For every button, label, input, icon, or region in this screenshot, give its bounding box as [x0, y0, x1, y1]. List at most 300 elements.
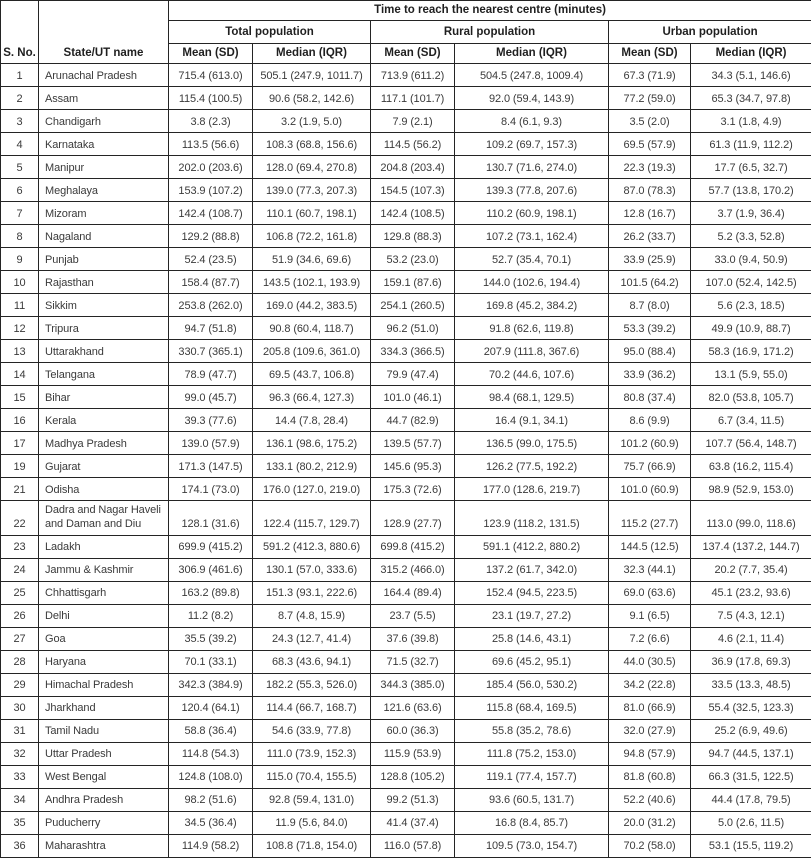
cell-rural-median-iqr: 139.3 (77.8, 207.6)	[455, 179, 609, 202]
header-urban-median-iqr: Median (IQR)	[691, 44, 811, 64]
cell-rural-median-iqr: 177.0 (128.6, 219.7)	[455, 478, 609, 501]
cell-sno: 3	[1, 110, 39, 133]
table-row	[1, 673, 811, 696]
cell-state: Andhra Pradesh	[39, 788, 169, 811]
cell-total-median-iqr: 3.2 (1.9, 5.0)	[253, 110, 371, 133]
cell-total-mean-sd: 142.4 (108.7)	[169, 202, 253, 225]
cell-urban-median-iqr: 17.7 (6.5, 32.7)	[691, 156, 811, 179]
cell-rural-mean-sd: 164.4 (89.4)	[371, 581, 455, 604]
cell-urban-median-iqr: 7.5 (4.3, 12.1)	[691, 604, 811, 627]
table-row	[1, 811, 811, 834]
cell-rural-mean-sd: 23.7 (5.5)	[371, 604, 455, 627]
cell-rural-mean-sd: 53.2 (23.0)	[371, 248, 455, 271]
cell-rural-mean-sd: 79.9 (47.4)	[371, 363, 455, 386]
cell-sno: 15	[1, 386, 39, 409]
cell-urban-mean-sd: 70.2 (58.0)	[609, 834, 691, 857]
cell-state: Punjab	[39, 248, 169, 271]
cell-urban-mean-sd: 8.6 (9.9)	[609, 409, 691, 432]
cell-rural-mean-sd: 315.2 (466.0)	[371, 558, 455, 581]
table-row	[1, 765, 811, 788]
cell-total-mean-sd: 99.0 (45.7)	[169, 386, 253, 409]
cell-total-mean-sd: 120.4 (64.1)	[169, 696, 253, 719]
cell-total-median-iqr: 128.0 (69.4, 270.8)	[253, 156, 371, 179]
cell-rural-mean-sd: 101.0 (46.1)	[371, 386, 455, 409]
cell-sno: 4	[1, 133, 39, 156]
cell-state: Chandigarh	[39, 110, 169, 133]
cell-total-median-iqr: 24.3 (12.7, 41.4)	[253, 627, 371, 650]
cell-state: Puducherry	[39, 811, 169, 834]
table-row	[1, 271, 811, 294]
cell-urban-mean-sd: 33.9 (25.9)	[609, 248, 691, 271]
cell-rural-median-iqr: 152.4 (94.5, 223.5)	[455, 581, 609, 604]
cell-total-median-iqr: 591.2 (412.3, 880.6)	[253, 535, 371, 558]
cell-state: Haryana	[39, 650, 169, 673]
table-row	[1, 294, 811, 317]
cell-state: Jammu & Kashmir	[39, 558, 169, 581]
cell-urban-median-iqr: 4.6 (2.1, 11.4)	[691, 627, 811, 650]
cell-urban-median-iqr: 3.7 (1.9, 36.4)	[691, 202, 811, 225]
cell-urban-mean-sd: 77.2 (59.0)	[609, 87, 691, 110]
cell-total-mean-sd: 153.9 (107.2)	[169, 179, 253, 202]
cell-urban-median-iqr: 25.2 (6.9, 49.6)	[691, 719, 811, 742]
cell-rural-median-iqr: 16.8 (8.4, 85.7)	[455, 811, 609, 834]
cell-urban-mean-sd: 9.1 (6.5)	[609, 604, 691, 627]
cell-state: Himachal Pradesh	[39, 673, 169, 696]
cell-rural-mean-sd: 116.0 (57.8)	[371, 834, 455, 857]
cell-rural-mean-sd: 254.1 (260.5)	[371, 294, 455, 317]
cell-rural-median-iqr: 169.8 (45.2, 384.2)	[455, 294, 609, 317]
cell-state: Madhya Pradesh	[39, 432, 169, 455]
cell-urban-median-iqr: 34.3 (5.1, 146.6)	[691, 64, 811, 87]
cell-total-median-iqr: 51.9 (34.6, 69.6)	[253, 248, 371, 271]
table-row	[1, 501, 811, 536]
cell-urban-median-iqr: 65.3 (34.7, 97.8)	[691, 87, 811, 110]
cell-rural-mean-sd: 60.0 (36.3)	[371, 719, 455, 742]
cell-total-median-iqr: 90.6 (58.2, 142.6)	[253, 87, 371, 110]
cell-urban-median-iqr: 45.1 (23.2, 93.6)	[691, 581, 811, 604]
cell-total-mean-sd: 94.7 (51.8)	[169, 317, 253, 340]
cell-urban-mean-sd: 20.0 (31.2)	[609, 811, 691, 834]
cell-rural-median-iqr: 107.2 (73.1, 162.4)	[455, 225, 609, 248]
cell-urban-median-iqr: 6.7 (3.4, 11.5)	[691, 409, 811, 432]
cell-rural-median-iqr: 109.2 (69.7, 157.3)	[455, 133, 609, 156]
cell-sno: 7	[1, 202, 39, 225]
cell-total-median-iqr: 110.1 (60.7, 198.1)	[253, 202, 371, 225]
cell-urban-median-iqr: 53.1 (15.5, 119.2)	[691, 834, 811, 857]
cell-urban-median-iqr: 66.3 (31.5, 122.5)	[691, 765, 811, 788]
header-total-median-iqr: Median (IQR)	[253, 44, 371, 64]
cell-urban-median-iqr: 107.7 (56.4, 148.7)	[691, 432, 811, 455]
cell-sno: 14	[1, 363, 39, 386]
cell-sno: 8	[1, 225, 39, 248]
cell-urban-median-iqr: 94.7 (44.5, 137.1)	[691, 742, 811, 765]
cell-sno: 12	[1, 317, 39, 340]
cell-total-median-iqr: 106.8 (72.2, 161.8)	[253, 225, 371, 248]
cell-total-mean-sd: 306.9 (461.6)	[169, 558, 253, 581]
cell-urban-mean-sd: 32.3 (44.1)	[609, 558, 691, 581]
table-row	[1, 558, 811, 581]
cell-state: Uttarakhand	[39, 340, 169, 363]
cell-urban-median-iqr: 44.4 (17.8, 79.5)	[691, 788, 811, 811]
cell-total-mean-sd: 158.4 (87.7)	[169, 271, 253, 294]
cell-rural-mean-sd: 99.2 (51.3)	[371, 788, 455, 811]
table-row	[1, 340, 811, 363]
cell-urban-mean-sd: 69.0 (63.6)	[609, 581, 691, 604]
cell-total-median-iqr: 108.3 (68.8, 156.6)	[253, 133, 371, 156]
cell-rural-median-iqr: 110.2 (60.9, 198.1)	[455, 202, 609, 225]
table-row	[1, 64, 811, 87]
table-row	[1, 742, 811, 765]
cell-urban-mean-sd: 32.0 (27.9)	[609, 719, 691, 742]
table-row	[1, 719, 811, 742]
cell-urban-median-iqr: 98.9 (52.9, 153.0)	[691, 478, 811, 501]
cell-urban-mean-sd: 101.5 (64.2)	[609, 271, 691, 294]
cell-rural-mean-sd: 713.9 (611.2)	[371, 64, 455, 87]
cell-sno: 6	[1, 179, 39, 202]
cell-sno: 2	[1, 87, 39, 110]
table-row	[1, 478, 811, 501]
cell-urban-mean-sd: 101.0 (60.9)	[609, 478, 691, 501]
cell-total-median-iqr: 133.1 (80.2, 212.9)	[253, 455, 371, 478]
cell-sno: 35	[1, 811, 39, 834]
cell-rural-mean-sd: 175.3 (72.6)	[371, 478, 455, 501]
cell-sno: 11	[1, 294, 39, 317]
cell-rural-median-iqr: 93.6 (60.5, 131.7)	[455, 788, 609, 811]
cell-total-median-iqr: 92.8 (59.4, 131.0)	[253, 788, 371, 811]
cell-rural-median-iqr: 8.4 (6.1, 9.3)	[455, 110, 609, 133]
cell-rural-median-iqr: 207.9 (111.8, 367.6)	[455, 340, 609, 363]
table-row	[1, 455, 811, 478]
cell-urban-median-iqr: 5.0 (2.6, 11.5)	[691, 811, 811, 834]
header-time-to-reach: Time to reach the nearest centre (minutes)	[169, 1, 811, 21]
cell-urban-median-iqr: 58.3 (16.9, 171.2)	[691, 340, 811, 363]
table-row	[1, 179, 811, 202]
cell-urban-mean-sd: 69.5 (57.9)	[609, 133, 691, 156]
cell-total-mean-sd: 253.8 (262.0)	[169, 294, 253, 317]
cell-total-median-iqr: 169.0 (44.2, 383.5)	[253, 294, 371, 317]
cell-urban-mean-sd: 67.3 (71.9)	[609, 64, 691, 87]
cell-total-mean-sd: 342.3 (384.9)	[169, 673, 253, 696]
cell-rural-median-iqr: 136.5 (99.0, 175.5)	[455, 432, 609, 455]
cell-sno: 30	[1, 696, 39, 719]
cell-rural-mean-sd: 139.5 (57.7)	[371, 432, 455, 455]
cell-total-median-iqr: 96.3 (66.4, 127.3)	[253, 386, 371, 409]
cell-urban-median-iqr: 61.3 (11.9, 112.2)	[691, 133, 811, 156]
table-body	[1, 64, 811, 858]
header-total-population: Total population	[169, 21, 371, 44]
cell-total-median-iqr: 205.8 (109.6, 361.0)	[253, 340, 371, 363]
cell-urban-mean-sd: 115.2 (27.7)	[609, 501, 691, 536]
cell-rural-mean-sd: 44.7 (82.9)	[371, 409, 455, 432]
cell-total-mean-sd: 202.0 (203.6)	[169, 156, 253, 179]
cell-state: Meghalaya	[39, 179, 169, 202]
cell-rural-mean-sd: 114.5 (56.2)	[371, 133, 455, 156]
cell-sno: 16	[1, 409, 39, 432]
cell-sno: 9	[1, 248, 39, 271]
cell-urban-median-iqr: 113.0 (99.0, 118.6)	[691, 501, 811, 536]
cell-state: Chhattisgarh	[39, 581, 169, 604]
cell-total-median-iqr: 114.4 (66.7, 168.7)	[253, 696, 371, 719]
cell-rural-mean-sd: 204.8 (203.4)	[371, 156, 455, 179]
cell-total-mean-sd: 115.4 (100.5)	[169, 87, 253, 110]
cell-total-mean-sd: 58.8 (36.4)	[169, 719, 253, 742]
cell-state: Tamil Nadu	[39, 719, 169, 742]
cell-rural-median-iqr: 98.4 (68.1, 129.5)	[455, 386, 609, 409]
cell-rural-mean-sd: 115.9 (53.9)	[371, 742, 455, 765]
header-sno: S. No.	[1, 1, 39, 64]
cell-urban-median-iqr: 33.0 (9.4, 50.9)	[691, 248, 811, 271]
cell-total-mean-sd: 124.8 (108.0)	[169, 765, 253, 788]
cell-urban-median-iqr: 33.5 (13.3, 48.5)	[691, 673, 811, 696]
cell-urban-mean-sd: 101.2 (60.9)	[609, 432, 691, 455]
cell-sno: 27	[1, 627, 39, 650]
cell-total-median-iqr: 122.4 (115.7, 129.7)	[253, 501, 371, 536]
cell-total-median-iqr: 139.0 (77.3, 207.3)	[253, 179, 371, 202]
cell-urban-median-iqr: 20.2 (7.7, 35.4)	[691, 558, 811, 581]
header-rural-mean-sd: Mean (SD)	[371, 44, 455, 64]
cell-state: Mizoram	[39, 202, 169, 225]
cell-urban-median-iqr: 55.4 (32.5, 123.3)	[691, 696, 811, 719]
cell-sno: 34	[1, 788, 39, 811]
table-row	[1, 581, 811, 604]
cell-state: Maharashtra	[39, 834, 169, 857]
table-row	[1, 409, 811, 432]
cell-total-mean-sd: 3.8 (2.3)	[169, 110, 253, 133]
cell-rural-mean-sd: 41.4 (37.4)	[371, 811, 455, 834]
cell-total-mean-sd: 139.0 (57.9)	[169, 432, 253, 455]
cell-urban-mean-sd: 80.8 (37.4)	[609, 386, 691, 409]
cell-urban-median-iqr: 5.6 (2.3, 18.5)	[691, 294, 811, 317]
cell-sno: 13	[1, 340, 39, 363]
cell-rural-median-iqr: 591.1 (412.2, 880.2)	[455, 535, 609, 558]
cell-sno: 21	[1, 478, 39, 501]
cell-urban-mean-sd: 8.7 (8.0)	[609, 294, 691, 317]
cell-total-median-iqr: 143.5 (102.1, 193.9)	[253, 271, 371, 294]
cell-urban-mean-sd: 95.0 (88.4)	[609, 340, 691, 363]
cell-rural-median-iqr: 119.1 (77.4, 157.7)	[455, 765, 609, 788]
header-state-name: State/UT name	[39, 1, 169, 64]
cell-state: Ladakh	[39, 535, 169, 558]
cell-rural-median-iqr: 123.9 (118.2, 131.5)	[455, 501, 609, 536]
table-row	[1, 363, 811, 386]
cell-urban-median-iqr: 137.4 (137.2, 144.7)	[691, 535, 811, 558]
header-rural-median-iqr: Median (IQR)	[455, 44, 609, 64]
cell-urban-mean-sd: 87.0 (78.3)	[609, 179, 691, 202]
cell-total-mean-sd: 114.8 (54.3)	[169, 742, 253, 765]
cell-urban-mean-sd: 26.2 (33.7)	[609, 225, 691, 248]
cell-rural-median-iqr: 185.4 (56.0, 530.2)	[455, 673, 609, 696]
cell-total-median-iqr: 111.0 (73.9, 152.3)	[253, 742, 371, 765]
cell-total-mean-sd: 129.2 (88.8)	[169, 225, 253, 248]
cell-rural-median-iqr: 137.2 (61.7, 342.0)	[455, 558, 609, 581]
cell-rural-mean-sd: 121.6 (63.6)	[371, 696, 455, 719]
cell-rural-median-iqr: 55.8 (35.2, 78.6)	[455, 719, 609, 742]
cell-urban-mean-sd: 12.8 (16.7)	[609, 202, 691, 225]
cell-state: Jharkhand	[39, 696, 169, 719]
cell-rural-median-iqr: 504.5 (247.8, 1009.4)	[455, 64, 609, 87]
cell-rural-mean-sd: 96.2 (51.0)	[371, 317, 455, 340]
cell-total-median-iqr: 136.1 (98.6, 175.2)	[253, 432, 371, 455]
table-row	[1, 696, 811, 719]
cell-sno: 24	[1, 558, 39, 581]
cell-rural-mean-sd: 7.9 (2.1)	[371, 110, 455, 133]
cell-urban-mean-sd: 81.0 (66.9)	[609, 696, 691, 719]
table-row	[1, 604, 811, 627]
cell-rural-median-iqr: 25.8 (14.6, 43.1)	[455, 627, 609, 650]
cell-total-median-iqr: 115.0 (70.4, 155.5)	[253, 765, 371, 788]
cell-urban-mean-sd: 7.2 (6.6)	[609, 627, 691, 650]
table-row	[1, 133, 811, 156]
table-row	[1, 834, 811, 857]
cell-urban-mean-sd: 34.2 (22.8)	[609, 673, 691, 696]
cell-urban-mean-sd: 52.2 (40.6)	[609, 788, 691, 811]
table-row	[1, 432, 811, 455]
cell-state: Bihar	[39, 386, 169, 409]
cell-state: Nagaland	[39, 225, 169, 248]
cell-rural-mean-sd: 128.8 (105.2)	[371, 765, 455, 788]
cell-total-mean-sd: 39.3 (77.6)	[169, 409, 253, 432]
cell-rural-median-iqr: 23.1 (19.7, 27.2)	[455, 604, 609, 627]
cell-total-mean-sd: 70.1 (33.1)	[169, 650, 253, 673]
cell-urban-median-iqr: 49.9 (10.9, 88.7)	[691, 317, 811, 340]
cell-rural-median-iqr: 109.5 (73.0, 154.7)	[455, 834, 609, 857]
cell-urban-median-iqr: 63.8 (16.2, 115.4)	[691, 455, 811, 478]
cell-total-median-iqr: 176.0 (127.0, 219.0)	[253, 478, 371, 501]
cell-state: Manipur	[39, 156, 169, 179]
cell-state: Odisha	[39, 478, 169, 501]
cell-urban-mean-sd: 3.5 (2.0)	[609, 110, 691, 133]
table-row	[1, 110, 811, 133]
cell-rural-mean-sd: 128.9 (27.7)	[371, 501, 455, 536]
cell-state: Tripura	[39, 317, 169, 340]
cell-total-mean-sd: 114.9 (58.2)	[169, 834, 253, 857]
cell-sno: 5	[1, 156, 39, 179]
cell-sno: 32	[1, 742, 39, 765]
cell-state: Assam	[39, 87, 169, 110]
cell-rural-mean-sd: 344.3 (385.0)	[371, 673, 455, 696]
header-urban-mean-sd: Mean (SD)	[609, 44, 691, 64]
table-row	[1, 386, 811, 409]
table-row	[1, 535, 811, 558]
cell-total-mean-sd: 163.2 (89.8)	[169, 581, 253, 604]
cell-urban-median-iqr: 36.9 (17.8, 69.3)	[691, 650, 811, 673]
cell-urban-mean-sd: 33.9 (36.2)	[609, 363, 691, 386]
cell-total-mean-sd: 330.7 (365.1)	[169, 340, 253, 363]
cell-urban-median-iqr: 5.2 (3.3, 52.8)	[691, 225, 811, 248]
cell-total-median-iqr: 69.5 (43.7, 106.8)	[253, 363, 371, 386]
cell-rural-median-iqr: 126.2 (77.5, 192.2)	[455, 455, 609, 478]
cell-sno: 25	[1, 581, 39, 604]
cell-total-mean-sd: 715.4 (613.0)	[169, 64, 253, 87]
cell-urban-median-iqr: 82.0 (53.8, 105.7)	[691, 386, 811, 409]
table-row	[1, 627, 811, 650]
cell-urban-median-iqr: 3.1 (1.8, 4.9)	[691, 110, 811, 133]
table-row	[1, 156, 811, 179]
cell-sno: 23	[1, 535, 39, 558]
cell-rural-mean-sd: 37.6 (39.8)	[371, 627, 455, 650]
cell-rural-median-iqr: 52.7 (35.4, 70.1)	[455, 248, 609, 271]
cell-state: Delhi	[39, 604, 169, 627]
cell-rural-median-iqr: 91.8 (62.6, 119.8)	[455, 317, 609, 340]
header-total-mean-sd: Mean (SD)	[169, 44, 253, 64]
cell-sno: 28	[1, 650, 39, 673]
cell-rural-median-iqr: 130.7 (71.6, 274.0)	[455, 156, 609, 179]
cell-total-mean-sd: 171.3 (147.5)	[169, 455, 253, 478]
cell-urban-mean-sd: 53.3 (39.2)	[609, 317, 691, 340]
table-row	[1, 87, 811, 110]
cell-sno: 22	[1, 501, 39, 536]
table-row	[1, 317, 811, 340]
cell-urban-median-iqr: 13.1 (5.9, 55.0)	[691, 363, 811, 386]
cell-total-median-iqr: 11.9 (5.6, 84.0)	[253, 811, 371, 834]
cell-rural-mean-sd: 71.5 (32.7)	[371, 650, 455, 673]
cell-urban-mean-sd: 22.3 (19.3)	[609, 156, 691, 179]
cell-rural-mean-sd: 117.1 (101.7)	[371, 87, 455, 110]
cell-total-median-iqr: 505.1 (247.9, 1011.7)	[253, 64, 371, 87]
cell-total-median-iqr: 54.6 (33.9, 77.8)	[253, 719, 371, 742]
cell-rural-mean-sd: 142.4 (108.5)	[371, 202, 455, 225]
cell-total-median-iqr: 8.7 (4.8, 15.9)	[253, 604, 371, 627]
cell-state: Telangana	[39, 363, 169, 386]
table-header	[1, 1, 811, 64]
cell-rural-mean-sd: 145.6 (95.3)	[371, 455, 455, 478]
cell-sno: 31	[1, 719, 39, 742]
cell-urban-mean-sd: 94.8 (57.9)	[609, 742, 691, 765]
cell-total-mean-sd: 98.2 (51.6)	[169, 788, 253, 811]
cell-total-median-iqr: 90.8 (60.4, 118.7)	[253, 317, 371, 340]
cell-total-median-iqr: 151.3 (93.1, 222.6)	[253, 581, 371, 604]
table-row	[1, 248, 811, 271]
cell-rural-median-iqr: 16.4 (9.1, 34.1)	[455, 409, 609, 432]
cell-state: West Bengal	[39, 765, 169, 788]
cell-rural-mean-sd: 699.8 (415.2)	[371, 535, 455, 558]
header-rural-population: Rural population	[371, 21, 609, 44]
cell-sno: 19	[1, 455, 39, 478]
table-row	[1, 225, 811, 248]
cell-state: Sikkim	[39, 294, 169, 317]
cell-state: Gujarat	[39, 455, 169, 478]
cell-state: Goa	[39, 627, 169, 650]
cell-rural-mean-sd: 159.1 (87.6)	[371, 271, 455, 294]
cell-total-mean-sd: 113.5 (56.6)	[169, 133, 253, 156]
cell-total-mean-sd: 174.1 (73.0)	[169, 478, 253, 501]
cell-urban-median-iqr: 107.0 (52.4, 142.5)	[691, 271, 811, 294]
cell-state: Uttar Pradesh	[39, 742, 169, 765]
cell-total-mean-sd: 699.9 (415.2)	[169, 535, 253, 558]
cell-rural-mean-sd: 334.3 (366.5)	[371, 340, 455, 363]
cell-total-median-iqr: 108.8 (71.8, 154.0)	[253, 834, 371, 857]
cell-total-median-iqr: 14.4 (7.8, 28.4)	[253, 409, 371, 432]
cell-sno: 33	[1, 765, 39, 788]
cell-urban-mean-sd: 81.8 (60.8)	[609, 765, 691, 788]
cell-rural-median-iqr: 69.6 (45.2, 95.1)	[455, 650, 609, 673]
cell-total-median-iqr: 182.2 (55.3, 526.0)	[253, 673, 371, 696]
cell-rural-median-iqr: 144.0 (102.6, 194.4)	[455, 271, 609, 294]
cell-sno: 1	[1, 64, 39, 87]
cell-sno: 17	[1, 432, 39, 455]
cell-total-mean-sd: 52.4 (23.5)	[169, 248, 253, 271]
cell-rural-mean-sd: 154.5 (107.3)	[371, 179, 455, 202]
table-row	[1, 202, 811, 225]
cell-state: Karnataka	[39, 133, 169, 156]
cell-total-median-iqr: 68.3 (43.6, 94.1)	[253, 650, 371, 673]
cell-total-mean-sd: 34.5 (36.4)	[169, 811, 253, 834]
cell-sno: 10	[1, 271, 39, 294]
table-row	[1, 788, 811, 811]
cell-total-median-iqr: 130.1 (57.0, 333.6)	[253, 558, 371, 581]
cell-total-mean-sd: 11.2 (8.2)	[169, 604, 253, 627]
cell-sno: 29	[1, 673, 39, 696]
